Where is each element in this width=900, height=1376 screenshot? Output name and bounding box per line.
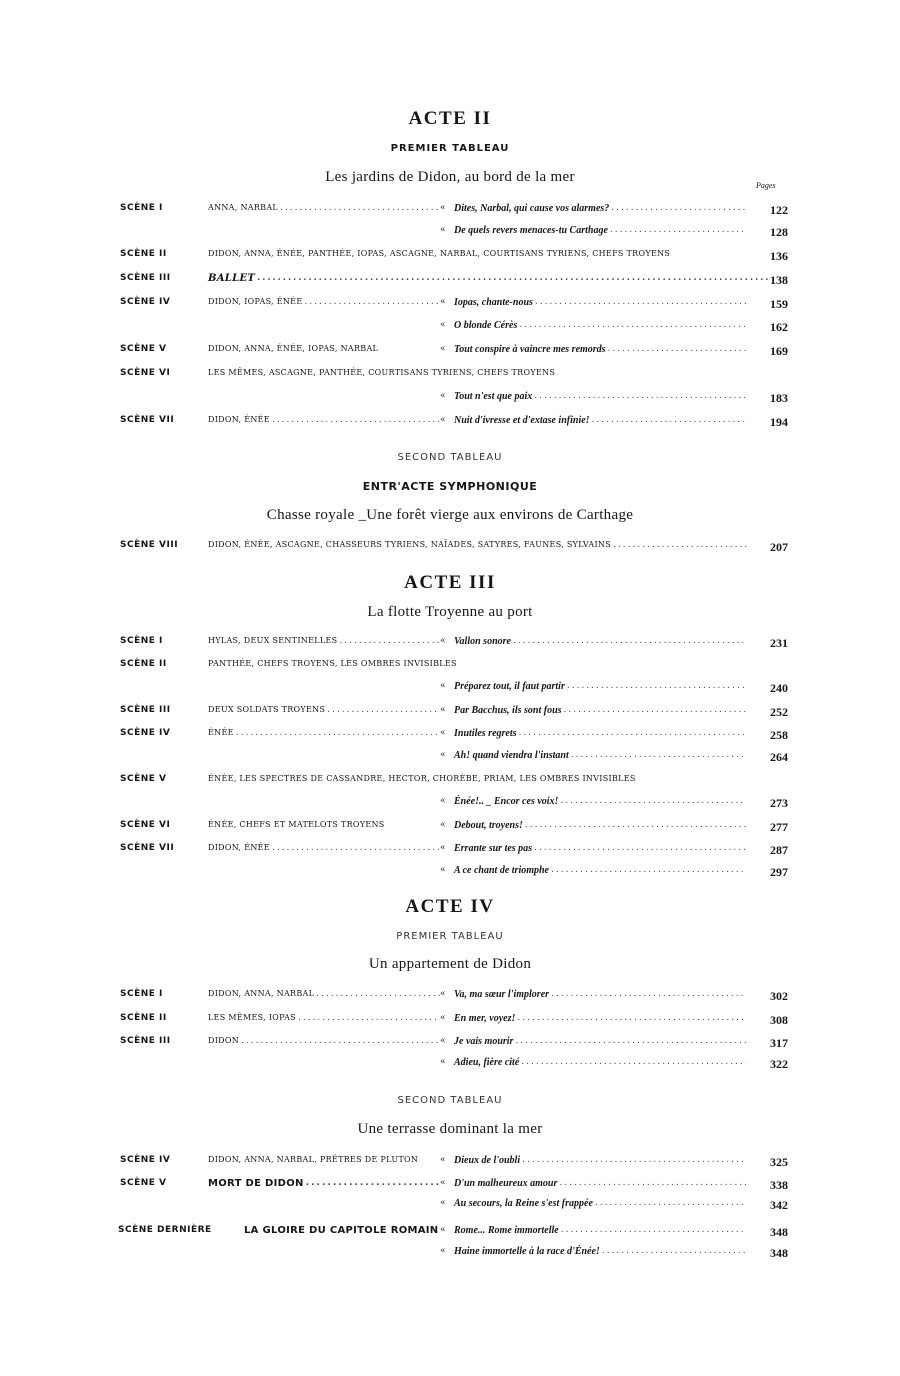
scene-number: SCÈNE IV [120, 728, 171, 738]
scene-number: SCÈNE II [120, 659, 167, 669]
incipit: « Va, ma sœur l'implorer ..... [440, 989, 746, 1000]
characters: DIDON, ANNA, ÉNÉE, IOPAS, NARBAL [208, 344, 379, 353]
scene-number: SCÈNE VI [120, 368, 171, 378]
toc-row [120, 820, 788, 836]
characters: HYLAS, DEUX SENTINELLES ..... [208, 636, 440, 646]
page-number: 322 [770, 1057, 788, 1071]
incipit: « Dieux de l'oubli ..... [440, 1155, 746, 1166]
page-number: 317 [770, 1036, 788, 1050]
acte-ii-subtitle-2: Chasse royale _Une forêt vierge aux environs de Carthage [266, 507, 634, 523]
incipit: « Par Bacchus, ils sont fous ..... [440, 705, 746, 716]
page-number: 297 [770, 865, 788, 879]
characters: DIDON, ANNA, ÉNÉE, PANTHÉE, IOPAS, ASCAGNE, NARBAL, COURTISANS TYRIENS, CHEFS TROYENS [208, 249, 671, 258]
incipit: « Je vais mourir ..... [440, 1036, 746, 1047]
page-number: 136 [770, 249, 788, 263]
page-number: 252 [770, 705, 788, 719]
toc-row [120, 843, 788, 859]
entracte-symphonique: ENTR'ACTE SYMPHONIQUE [362, 480, 538, 493]
toc-row [120, 225, 788, 241]
page-number: 338 [770, 1178, 788, 1192]
acte-iv-title: ACTE IV [405, 896, 495, 917]
incipit: « Iopas, chante-nous ..... [440, 297, 746, 308]
toc-row [120, 249, 788, 265]
toc-row [120, 750, 788, 766]
incipit: « Inutiles regrets ..... [440, 728, 746, 739]
characters: LA GLOIRE DU CAPITOLE ROMAIN [244, 1225, 439, 1236]
toc-row [120, 273, 788, 289]
page-number: 264 [770, 750, 788, 764]
acte-ii-premier-tableau: PREMIER TABLEAU [390, 143, 510, 154]
acte-ii-title: ACTE II [408, 108, 492, 129]
incipit: « De quels revers menaces-tu Carthage ..... [440, 225, 746, 236]
scene-number: SCÈNE I [120, 636, 163, 646]
characters: DEUX SOLDATS TROYENS ..... [208, 705, 440, 715]
incipit: « Debout, troyens! ..... [440, 820, 746, 831]
toc-row [120, 1246, 788, 1262]
page-number: 325 [770, 1155, 788, 1169]
toc-row [120, 344, 788, 360]
characters: ÉNÉE, CHEFS ET MATELOTS TROYENS [208, 820, 385, 829]
incipit: « Tout conspire à vaincre mes remords ..... [440, 344, 746, 355]
page-number: 159 [770, 297, 788, 311]
incipit: « Ah! quand viendra l'instant ..... [440, 750, 746, 761]
acte-iii-title: ACTE III [404, 572, 496, 593]
toc-row [120, 540, 788, 556]
scene-number: SCÈNE VIII [120, 540, 179, 550]
acte-iii-subtitle: La flotte Troyenne au port [367, 604, 533, 620]
characters: ÉNÉE, LES SPECTRES DE CASSANDRE, HECTOR, CHORÈBE, PRIAM, LES OMBRES INVISIBLES [208, 774, 636, 783]
incipit: « En mer, voyez! ..... [440, 1013, 746, 1024]
toc-row [120, 1036, 788, 1052]
page-number: 183 [770, 391, 788, 405]
page-number: 277 [770, 820, 788, 834]
toc-row [120, 368, 788, 384]
characters: ÉNÉE ..... [208, 728, 440, 738]
toc-row [120, 1155, 788, 1171]
toc-row [120, 1057, 788, 1073]
toc-row [120, 203, 788, 219]
page-number: 348 [770, 1246, 788, 1260]
characters: DIDON, ÉNÉE ..... [208, 415, 440, 425]
characters: DIDON, IOPAS, ÉNÉE ..... [208, 297, 440, 307]
scene-number: SCÈNE III [120, 1036, 171, 1046]
incipit: « Adieu, fière cité ..... [440, 1057, 746, 1068]
page-number: 308 [770, 1013, 788, 1027]
scene-number: SCÈNE II [120, 249, 167, 259]
page-number: 348 [770, 1225, 788, 1239]
characters: DIDON, ÉNÉE ..... [208, 843, 440, 853]
toc-row [120, 681, 788, 697]
characters: DIDON ..... [208, 1036, 440, 1046]
characters: LES MÊMES, IOPAS ..... [208, 1013, 440, 1023]
toc-row [120, 1178, 788, 1194]
incipit: « Vallon sonore ..... [440, 636, 746, 647]
incipit: « Rome... Rome immortelle ..... [440, 1225, 746, 1236]
toc-row [120, 728, 788, 744]
toc-row [120, 320, 788, 336]
characters: DIDON, ANNA, NARBAL ..... [208, 989, 440, 999]
scene-number: SCÈNE IV [120, 297, 171, 307]
toc-row [120, 865, 788, 881]
scene-number: SCÈNE I [120, 203, 163, 213]
characters: DIDON, ÉNÉE, ASCAGNE, CHASSEURS TYRIENS, NAÏADES, SATYRES, FAUNES, SYLVAINS ..... [208, 540, 748, 550]
toc-row [120, 391, 788, 407]
characters: MORT DE DIDON ..... [208, 1178, 440, 1189]
toc-row [120, 1013, 788, 1029]
incipit: « Au secours, la Reine s'est frappée ..... [440, 1198, 746, 1209]
acte-ii-subtitle-1: Les jardins de Didon, au bord de la mer [325, 169, 575, 185]
page-number: 207 [770, 540, 788, 554]
acte-iv-premier-tableau: PREMIER TABLEAU [396, 931, 504, 942]
page-number: 273 [770, 796, 788, 810]
pages-column-label: Pages [756, 181, 776, 190]
characters: ANNA, NARBAL ..... [208, 203, 440, 213]
page-number: 169 [770, 344, 788, 358]
page-number: 302 [770, 989, 788, 1003]
toc-row [120, 415, 788, 431]
incipit: « Nuit d'ivresse et d'extase infinie! ..... [440, 415, 746, 426]
page-number: 138 [770, 273, 788, 287]
acte-iv-subtitle-2: Une terrasse dominant la mer [357, 1121, 543, 1137]
incipit: « Haine immortelle à la race d'Énée! ..... [440, 1246, 746, 1257]
scene-number: SCÈNE VI [120, 820, 171, 830]
incipit: « Tout n'est que paix ..... [440, 391, 746, 402]
incipit: « Préparez tout, il faut partir ..... [440, 681, 746, 692]
page-number: 258 [770, 728, 788, 742]
incipit: « A ce chant de triomphe ..... [440, 865, 746, 876]
characters: DIDON, ANNA, NARBAL, PRÊTRES DE PLUTON [208, 1155, 419, 1164]
scene-number: SCÈNE III [120, 273, 171, 283]
scene-number: SCÈNE VII [120, 415, 175, 425]
toc-row [120, 1198, 788, 1214]
scene-number: SCÈNE I [120, 989, 163, 999]
page-number: 231 [770, 636, 788, 650]
toc-row [120, 297, 788, 313]
scene-number: SCÈNE IV [120, 1155, 171, 1165]
toc-row [120, 705, 788, 721]
toc-row [120, 774, 788, 790]
acte-iv-second-tableau: SECOND TABLEAU [397, 1095, 503, 1106]
page-number: 240 [770, 681, 788, 695]
page-number: 128 [770, 225, 788, 239]
scene-number: SCÈNE VII [120, 843, 175, 853]
characters: LES MÊMES, ASCAGNE, PANTHÉE, COURTISANS TYRIENS, CHEFS TROYENS [208, 368, 556, 377]
incipit: « Errante sur tes pas ..... [440, 843, 746, 854]
page-number: 194 [770, 415, 788, 429]
page-number: 122 [770, 203, 788, 217]
page-number: 162 [770, 320, 788, 334]
page-number: 287 [770, 843, 788, 857]
incipit: « O blonde Cérès ..... [440, 320, 746, 331]
scene-number: SCÈNE V [120, 774, 167, 784]
acte-ii-second-tableau: SECOND TABLEAU [397, 452, 503, 463]
acte-iv-subtitle-1: Un appartement de Didon [368, 956, 532, 972]
scene-number: SCÈNE V [120, 1178, 167, 1188]
toc-row [120, 659, 788, 675]
incipit: « D'un malheureux amour ..... [440, 1178, 746, 1189]
toc-row [120, 989, 788, 1005]
incipit: « Dites, Narbal, qui cause vos alarmes? ..... [440, 203, 746, 214]
incipit: « Énée!.. _ Encor ces voix! ..... [440, 796, 746, 807]
scene-number: SCÈNE V [120, 344, 167, 354]
scene-number: SCÈNE III [120, 705, 171, 715]
characters: PANTHÉE, CHEFS TROYENS, LES OMBRES INVISIBLES [208, 659, 457, 668]
characters: BALLET ..... [208, 273, 768, 284]
scene-number: SCÈNE II [120, 1013, 167, 1023]
toc-row [120, 796, 788, 812]
page-number: 342 [770, 1198, 788, 1212]
toc-row [118, 1225, 786, 1241]
toc-row [120, 636, 788, 652]
scene-number: SCÈNE DERNIÈRE [118, 1225, 212, 1235]
